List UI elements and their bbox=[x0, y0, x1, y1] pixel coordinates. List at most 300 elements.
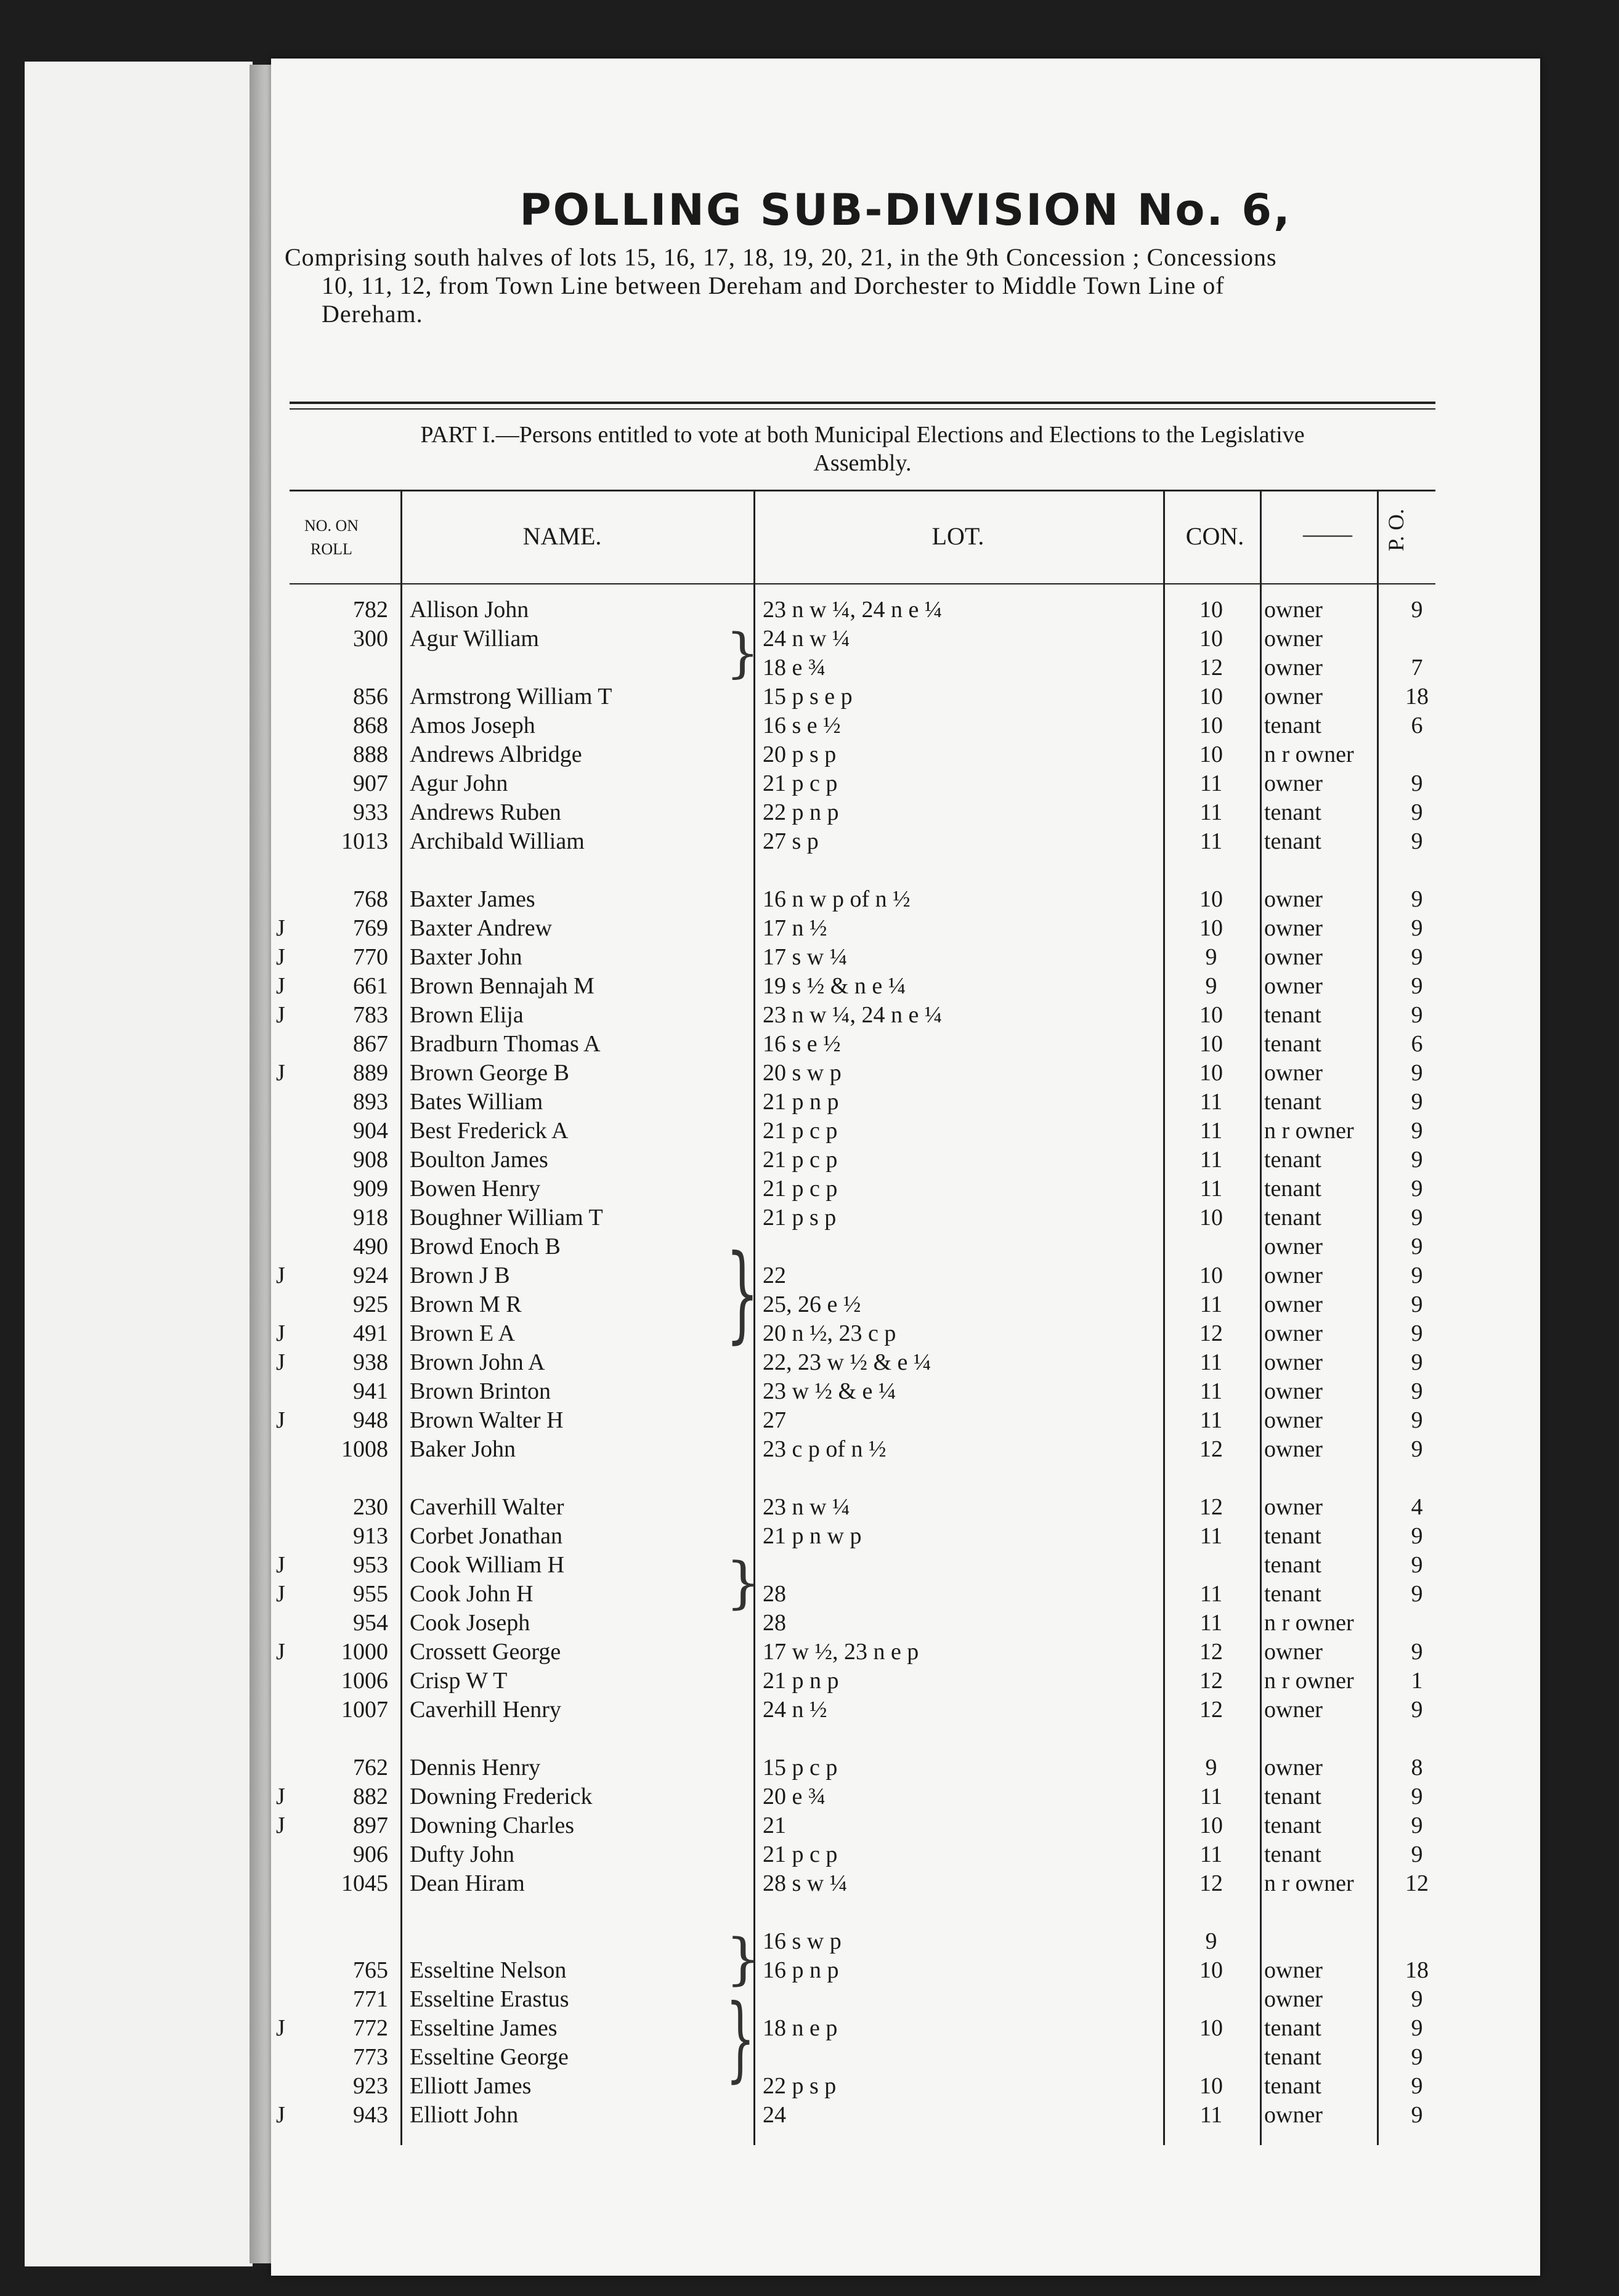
voter-name: Elliott James bbox=[410, 2073, 532, 2099]
concession: 10 bbox=[1199, 886, 1223, 912]
concession: 10 bbox=[1199, 915, 1223, 941]
col-header-status: —— bbox=[1303, 520, 1352, 548]
post-office: 9 bbox=[1411, 1292, 1423, 1317]
roll-number: 941 bbox=[353, 1378, 388, 1404]
lot-description: 16 s e ½ bbox=[763, 713, 841, 738]
roll-number: 888 bbox=[353, 742, 388, 767]
holding-status: owner bbox=[1264, 915, 1323, 941]
concession: 11 bbox=[1199, 1147, 1223, 1173]
lot-description: 22 p s p bbox=[763, 2073, 837, 2099]
lot-description: 23 c p of n ½ bbox=[763, 1436, 887, 1462]
post-office: 9 bbox=[1411, 1784, 1423, 1809]
roll-number: 953 bbox=[353, 1552, 388, 1578]
post-office: 9 bbox=[1411, 1697, 1423, 1723]
post-office: 9 bbox=[1411, 1263, 1423, 1288]
concession: 10 bbox=[1199, 1060, 1223, 1086]
roll-number: 904 bbox=[353, 1118, 388, 1144]
lot-description: 23 n w ¼, 24 n e ¼ bbox=[763, 1002, 943, 1028]
post-office: 9 bbox=[1411, 1986, 1423, 2012]
concession: 11 bbox=[1199, 1841, 1223, 1867]
roll-number: 772 bbox=[353, 2015, 388, 2041]
roll-number: 490 bbox=[353, 1234, 388, 1259]
roll-number: 1006 bbox=[341, 1668, 388, 1694]
holding-status: tenant bbox=[1264, 1147, 1321, 1173]
col-header-no-line: NO. ON bbox=[304, 517, 359, 535]
concession: 10 bbox=[1199, 1263, 1223, 1288]
voter-name: Dennis Henry bbox=[410, 1755, 541, 1781]
comprising-line: Dereham. bbox=[322, 300, 423, 328]
lot-description: 21 bbox=[763, 1813, 786, 1838]
lot-description: 17 n ½ bbox=[763, 915, 827, 941]
concession: 12 bbox=[1199, 1320, 1223, 1346]
lot-description: 25, 26 e ½ bbox=[763, 1292, 861, 1317]
holding-status: owner bbox=[1264, 1407, 1323, 1433]
voter-name: Brown Elija bbox=[410, 1002, 524, 1028]
holding-status: tenant bbox=[1264, 1841, 1321, 1867]
lot-description: 16 n w p of n ½ bbox=[763, 886, 911, 912]
juror-mark: J bbox=[276, 1407, 285, 1433]
voter-name: Bowen Henry bbox=[410, 1176, 541, 1202]
lot-description: 18 n e p bbox=[763, 2015, 838, 2041]
holding-status: tenant bbox=[1264, 2073, 1321, 2099]
post-office: 9 bbox=[1411, 2044, 1423, 2070]
double-rule bbox=[290, 408, 1435, 410]
holding-status: owner bbox=[1264, 1755, 1323, 1781]
lot-description: 23 n w ¼ bbox=[763, 1494, 850, 1520]
post-office: 9 bbox=[1411, 1639, 1423, 1665]
voter-name: Dufty John bbox=[410, 1841, 514, 1867]
lot-description: 21 p c p bbox=[763, 1176, 838, 1202]
roll-number: 923 bbox=[353, 2073, 388, 2099]
juror-mark: J bbox=[276, 1639, 285, 1665]
col-header-no-line: ROLL bbox=[310, 540, 352, 558]
juror-mark: J bbox=[276, 1320, 285, 1346]
holding-status: owner bbox=[1264, 1957, 1323, 1983]
concession: 9 bbox=[1205, 944, 1217, 970]
holding-status: owner bbox=[1264, 1234, 1323, 1259]
roll-number: 933 bbox=[353, 799, 388, 825]
lot-description: 20 s w p bbox=[763, 1060, 842, 1086]
lot-description: 21 p c p bbox=[763, 770, 838, 796]
post-office: 9 bbox=[1411, 770, 1423, 796]
holding-status: owner bbox=[1264, 597, 1323, 623]
row-group-brace: } bbox=[726, 1985, 755, 2092]
lot-description: 21 p s p bbox=[763, 1205, 837, 1231]
holding-status: tenant bbox=[1264, 1552, 1321, 1578]
roll-number: 1008 bbox=[341, 1436, 388, 1462]
concession: 11 bbox=[1199, 1176, 1223, 1202]
post-office: 9 bbox=[1411, 1552, 1423, 1578]
concession: 11 bbox=[1199, 770, 1223, 796]
holding-status: tenant bbox=[1264, 1031, 1321, 1057]
holding-status: tenant bbox=[1264, 1089, 1321, 1115]
holding-status: owner bbox=[1264, 684, 1323, 709]
roll-number: 918 bbox=[353, 1205, 388, 1231]
roll-number: 230 bbox=[353, 1494, 388, 1520]
juror-mark: J bbox=[276, 1349, 285, 1375]
post-office: 6 bbox=[1411, 1031, 1423, 1057]
voter-name: Amos Joseph bbox=[410, 713, 535, 738]
lot-description: 27 bbox=[763, 1407, 786, 1433]
concession: 11 bbox=[1199, 1349, 1223, 1375]
concession: 10 bbox=[1199, 684, 1223, 709]
double-rule bbox=[290, 402, 1435, 404]
post-office: 9 bbox=[1411, 1118, 1423, 1144]
column-divider bbox=[1377, 491, 1379, 2145]
roll-number: 925 bbox=[353, 1292, 388, 1317]
post-office: 9 bbox=[1411, 1349, 1423, 1375]
holding-status: tenant bbox=[1264, 713, 1321, 738]
col-header-name: NAME. bbox=[522, 522, 602, 550]
roll-number: 770 bbox=[353, 944, 388, 970]
concession: 11 bbox=[1199, 1610, 1223, 1636]
holding-status: tenant bbox=[1264, 1581, 1321, 1607]
lot-description: 28 bbox=[763, 1581, 786, 1607]
lot-description: 22 bbox=[763, 1263, 786, 1288]
voter-name: Brown J B bbox=[410, 1263, 510, 1288]
holding-status: owner bbox=[1264, 1639, 1323, 1665]
comprising-line: 10, 11, 12, from Town Line between Dereham and Dorchester to Middle Town Line of bbox=[322, 272, 1225, 299]
col-header-no bbox=[294, 514, 368, 561]
roll-number: 943 bbox=[353, 2102, 388, 2128]
lot-description: 21 p n w p bbox=[763, 1523, 862, 1549]
voter-name: Bates William bbox=[410, 1089, 543, 1115]
lot-description: 21 p c p bbox=[763, 1147, 838, 1173]
post-office: 6 bbox=[1411, 713, 1423, 738]
voter-name: Baker John bbox=[410, 1436, 516, 1462]
post-office: 9 bbox=[1411, 1002, 1423, 1028]
roll-number: 868 bbox=[353, 713, 388, 738]
row-group-brace: } bbox=[726, 1551, 761, 1615]
voter-name: Esseltine George bbox=[410, 2044, 569, 2070]
post-office: 9 bbox=[1411, 1378, 1423, 1404]
holding-status: tenant bbox=[1264, 828, 1321, 854]
voter-name: Brown Walter H bbox=[410, 1407, 564, 1433]
lot-description: 20 p s p bbox=[763, 742, 837, 767]
post-office: 9 bbox=[1411, 1523, 1423, 1549]
lot-description: 24 bbox=[763, 2102, 786, 2128]
voter-name: Cook John H bbox=[410, 1581, 534, 1607]
lot-description: 15 p c p bbox=[763, 1755, 838, 1781]
roll-number: 907 bbox=[353, 770, 388, 796]
lot-description: 17 s w ¼ bbox=[763, 944, 848, 970]
concession: 11 bbox=[1199, 1784, 1223, 1809]
left-facing-page bbox=[25, 62, 253, 2266]
voter-name: Brown E A bbox=[410, 1320, 515, 1346]
roll-number: 1013 bbox=[341, 828, 388, 854]
voter-name: Downing Frederick bbox=[410, 1784, 593, 1809]
post-office: 9 bbox=[1411, 1841, 1423, 1867]
col-header-con: CON. bbox=[1185, 522, 1244, 550]
roll-number: 661 bbox=[353, 973, 388, 999]
juror-mark: J bbox=[276, 973, 285, 999]
lot-description: 15 p s e p bbox=[763, 684, 853, 709]
holding-status: n r owner bbox=[1264, 1610, 1354, 1636]
post-office: 9 bbox=[1411, 1176, 1423, 1202]
concession: 10 bbox=[1199, 2015, 1223, 2041]
concession: 11 bbox=[1199, 1118, 1223, 1144]
voter-name: Corbet Jonathan bbox=[410, 1523, 563, 1549]
lot-description: 18 e ¾ bbox=[763, 655, 826, 681]
row-group-brace: } bbox=[726, 623, 760, 684]
voter-name: Boulton James bbox=[410, 1147, 548, 1173]
post-office: 9 bbox=[1411, 2102, 1423, 2128]
lot-description: 24 n w ¼ bbox=[763, 626, 850, 652]
lot-description: 21 p c p bbox=[763, 1841, 838, 1867]
juror-mark: J bbox=[276, 915, 285, 941]
juror-mark: J bbox=[276, 1060, 285, 1086]
concession: 11 bbox=[1199, 828, 1223, 854]
concession: 10 bbox=[1199, 713, 1223, 738]
roll-number: 783 bbox=[353, 1002, 388, 1028]
post-office: 9 bbox=[1411, 1234, 1423, 1259]
post-office: 9 bbox=[1411, 828, 1423, 854]
roll-number: 765 bbox=[353, 1957, 388, 1983]
lot-description: 23 n w ¼, 24 n e ¼ bbox=[763, 597, 943, 623]
voter-name: Caverhill Henry bbox=[410, 1697, 561, 1723]
voter-name: Cook William H bbox=[410, 1552, 565, 1578]
roll-number: 856 bbox=[353, 684, 388, 709]
lot-description: 21 p n p bbox=[763, 1668, 839, 1694]
document-page bbox=[271, 59, 1540, 2276]
lot-description: 16 s w p bbox=[763, 1928, 842, 1954]
post-office: 9 bbox=[1411, 1320, 1423, 1346]
holding-status: owner bbox=[1264, 1320, 1323, 1346]
roll-number: 782 bbox=[353, 597, 388, 623]
voter-name: Browd Enoch B bbox=[410, 1234, 561, 1259]
lot-description: 16 s e ½ bbox=[763, 1031, 841, 1057]
part-heading bbox=[290, 421, 1435, 477]
roll-number: 867 bbox=[353, 1031, 388, 1057]
roll-number: 768 bbox=[353, 886, 388, 912]
concession: 11 bbox=[1199, 2102, 1223, 2128]
voter-name: Caverhill Walter bbox=[410, 1494, 564, 1520]
concession: 12 bbox=[1199, 1494, 1223, 1520]
voter-name: Bradburn Thomas A bbox=[410, 1031, 601, 1057]
holding-status: owner bbox=[1264, 1292, 1323, 1317]
voter-name: Brown M R bbox=[410, 1292, 522, 1317]
roll-number: 908 bbox=[353, 1147, 388, 1173]
post-office: 9 bbox=[1411, 886, 1423, 912]
concession: 10 bbox=[1199, 2073, 1223, 2099]
roll-number: 889 bbox=[353, 1060, 388, 1086]
part-heading-line: PART I.—Persons entitled to vote at both Municipal Elections and Elections to the Legislative bbox=[420, 422, 1305, 448]
page-title: POLLING SUB-DIVISION No. 6, bbox=[519, 185, 1292, 235]
concession: 12 bbox=[1199, 1697, 1223, 1723]
juror-mark: J bbox=[276, 1263, 285, 1288]
holding-status: tenant bbox=[1264, 2044, 1321, 2070]
roll-number: 1007 bbox=[341, 1697, 388, 1723]
concession: 10 bbox=[1199, 1957, 1223, 1983]
concession: 12 bbox=[1199, 1436, 1223, 1462]
holding-status: tenant bbox=[1264, 1176, 1321, 1202]
lot-description: 19 s ½ & n e ¼ bbox=[763, 973, 906, 999]
col-header-po: P. O. bbox=[1384, 508, 1408, 551]
voter-name: Baxter John bbox=[410, 944, 522, 970]
concession: 10 bbox=[1199, 597, 1223, 623]
row-group-brace: } bbox=[726, 1232, 760, 1354]
roll-number: 769 bbox=[353, 915, 388, 941]
lot-description: 21 p n p bbox=[763, 1089, 839, 1115]
concession: 10 bbox=[1199, 1813, 1223, 1838]
holding-status: owner bbox=[1264, 1697, 1323, 1723]
holding-status: owner bbox=[1264, 626, 1323, 652]
concession: 11 bbox=[1199, 799, 1223, 825]
concession: 10 bbox=[1199, 626, 1223, 652]
lot-description: 22, 23 w ½ & e ¼ bbox=[763, 1349, 931, 1375]
post-office: 9 bbox=[1411, 973, 1423, 999]
holding-status: tenant bbox=[1264, 799, 1321, 825]
holding-status: tenant bbox=[1264, 1205, 1321, 1231]
post-office: 9 bbox=[1411, 1089, 1423, 1115]
concession: 12 bbox=[1199, 1870, 1223, 1896]
concession: 10 bbox=[1199, 742, 1223, 767]
concession: 9 bbox=[1205, 1928, 1217, 1954]
concession: 11 bbox=[1199, 1292, 1223, 1317]
post-office: 4 bbox=[1411, 1494, 1423, 1520]
concession: 12 bbox=[1199, 655, 1223, 681]
voter-name: Andrews Albridge bbox=[410, 742, 582, 767]
juror-mark: J bbox=[276, 1552, 285, 1578]
juror-mark: J bbox=[276, 944, 285, 970]
lot-description: 23 w ½ & e ¼ bbox=[763, 1378, 896, 1404]
voter-name: Brown George B bbox=[410, 1060, 569, 1086]
roll-number: 491 bbox=[353, 1320, 388, 1346]
post-office: 9 bbox=[1411, 1205, 1423, 1231]
roll-number: 954 bbox=[353, 1610, 388, 1636]
voter-name: Archibald William bbox=[410, 828, 585, 854]
roll-number: 924 bbox=[353, 1263, 388, 1288]
concession: 10 bbox=[1199, 1205, 1223, 1231]
comprising-line: Comprising south halves of lots 15, 16, 17, 18, 19, 20, 21, in the 9th Concession ; Concessions bbox=[285, 243, 1277, 271]
holding-status: owner bbox=[1264, 1494, 1323, 1520]
post-office: 9 bbox=[1411, 1147, 1423, 1173]
concession: 12 bbox=[1199, 1639, 1223, 1665]
column-divider bbox=[400, 491, 402, 2145]
roll-number: 938 bbox=[353, 1349, 388, 1375]
voter-name: Baxter James bbox=[410, 886, 535, 912]
post-office: 18 bbox=[1405, 1957, 1429, 1983]
holding-status: owner bbox=[1264, 770, 1323, 796]
post-office: 18 bbox=[1405, 684, 1429, 709]
juror-mark: J bbox=[276, 2102, 285, 2128]
voter-name: Esseltine Nelson bbox=[410, 1957, 567, 1983]
voter-name: Best Frederick A bbox=[410, 1118, 569, 1144]
juror-mark: J bbox=[276, 1784, 285, 1809]
lot-description: 17 w ½, 23 n e p bbox=[763, 1639, 919, 1665]
post-office: 8 bbox=[1411, 1755, 1423, 1781]
row-group-brace: } bbox=[726, 1927, 761, 1992]
concession: 11 bbox=[1199, 1581, 1223, 1607]
roll-number: 1000 bbox=[341, 1639, 388, 1665]
column-divider bbox=[1163, 491, 1165, 2145]
concession: 10 bbox=[1199, 1002, 1223, 1028]
voter-name: Dean Hiram bbox=[410, 1870, 525, 1896]
voter-name: Agur John bbox=[410, 770, 508, 796]
post-office: 9 bbox=[1411, 1436, 1423, 1462]
voter-name: Esseltine Erastus bbox=[410, 1986, 569, 2012]
holding-status: tenant bbox=[1264, 1523, 1321, 1549]
holding-status: n r owner bbox=[1264, 1668, 1354, 1694]
holding-status: owner bbox=[1264, 1349, 1323, 1375]
roll-number: 882 bbox=[353, 1784, 388, 1809]
post-office: 9 bbox=[1411, 1060, 1423, 1086]
holding-status: tenant bbox=[1264, 1813, 1321, 1838]
voter-name: Brown Brinton bbox=[410, 1378, 551, 1404]
post-office: 9 bbox=[1411, 1407, 1423, 1433]
juror-mark: J bbox=[276, 1581, 285, 1607]
holding-status: owner bbox=[1264, 1436, 1323, 1462]
holding-status: tenant bbox=[1264, 2015, 1321, 2041]
part-heading-line: Assembly. bbox=[813, 450, 912, 476]
voter-name: Andrews Ruben bbox=[410, 799, 561, 825]
lot-description: 24 n ½ bbox=[763, 1697, 827, 1723]
lot-description: 28 bbox=[763, 1610, 786, 1636]
lot-description: 20 n ½, 23 c p bbox=[763, 1320, 896, 1346]
concession: 11 bbox=[1199, 1378, 1223, 1404]
voter-name: Baxter Andrew bbox=[410, 915, 553, 941]
holding-status: owner bbox=[1264, 886, 1323, 912]
voter-name: Crossett George bbox=[410, 1639, 561, 1665]
post-office: 9 bbox=[1411, 1581, 1423, 1607]
header-bottom-rule bbox=[290, 583, 1435, 584]
roll-number: 773 bbox=[353, 2044, 388, 2070]
holding-status: owner bbox=[1264, 1986, 1323, 2012]
roll-number: 955 bbox=[353, 1581, 388, 1607]
post-office: 9 bbox=[1411, 944, 1423, 970]
post-office: 12 bbox=[1405, 1870, 1429, 1896]
roll-number: 300 bbox=[353, 626, 388, 652]
column-divider bbox=[1260, 491, 1262, 2145]
roll-number: 762 bbox=[353, 1755, 388, 1781]
roll-number: 771 bbox=[353, 1986, 388, 2012]
voter-name: Armstrong William T bbox=[410, 684, 612, 709]
voter-name: Downing Charles bbox=[410, 1813, 575, 1838]
holding-status: owner bbox=[1264, 655, 1323, 681]
concession: 9 bbox=[1205, 1755, 1217, 1781]
voter-name: Brown Bennajah M bbox=[410, 973, 594, 999]
post-office: 1 bbox=[1411, 1668, 1423, 1694]
post-office: 9 bbox=[1411, 799, 1423, 825]
concession: 9 bbox=[1205, 973, 1217, 999]
post-office: 9 bbox=[1411, 597, 1423, 623]
col-header-lot: LOT. bbox=[931, 522, 984, 550]
post-office: 9 bbox=[1411, 2073, 1423, 2099]
roll-number: 897 bbox=[353, 1813, 388, 1838]
voter-name: Allison John bbox=[410, 597, 529, 623]
voter-name: Agur William bbox=[410, 626, 539, 652]
voter-name: Brown John A bbox=[410, 1349, 545, 1375]
holding-status: owner bbox=[1264, 1263, 1323, 1288]
voter-name: Cook Joseph bbox=[410, 1610, 530, 1636]
juror-mark: J bbox=[276, 1813, 285, 1838]
comprising-text bbox=[285, 243, 1507, 328]
lot-description: 20 e ¾ bbox=[763, 1784, 826, 1809]
concession: 11 bbox=[1199, 1523, 1223, 1549]
roll-number: 913 bbox=[353, 1523, 388, 1549]
holding-status: owner bbox=[1264, 1060, 1323, 1086]
roll-number: 1045 bbox=[341, 1870, 388, 1896]
concession: 12 bbox=[1199, 1668, 1223, 1694]
holding-status: tenant bbox=[1264, 1784, 1321, 1809]
holding-status: n r owner bbox=[1264, 1870, 1354, 1896]
concession: 11 bbox=[1199, 1407, 1223, 1433]
post-office: 7 bbox=[1411, 655, 1423, 681]
holding-status: owner bbox=[1264, 944, 1323, 970]
voter-name: Esseltine James bbox=[410, 2015, 558, 2041]
concession: 11 bbox=[1199, 1089, 1223, 1115]
holding-status: owner bbox=[1264, 2102, 1323, 2128]
